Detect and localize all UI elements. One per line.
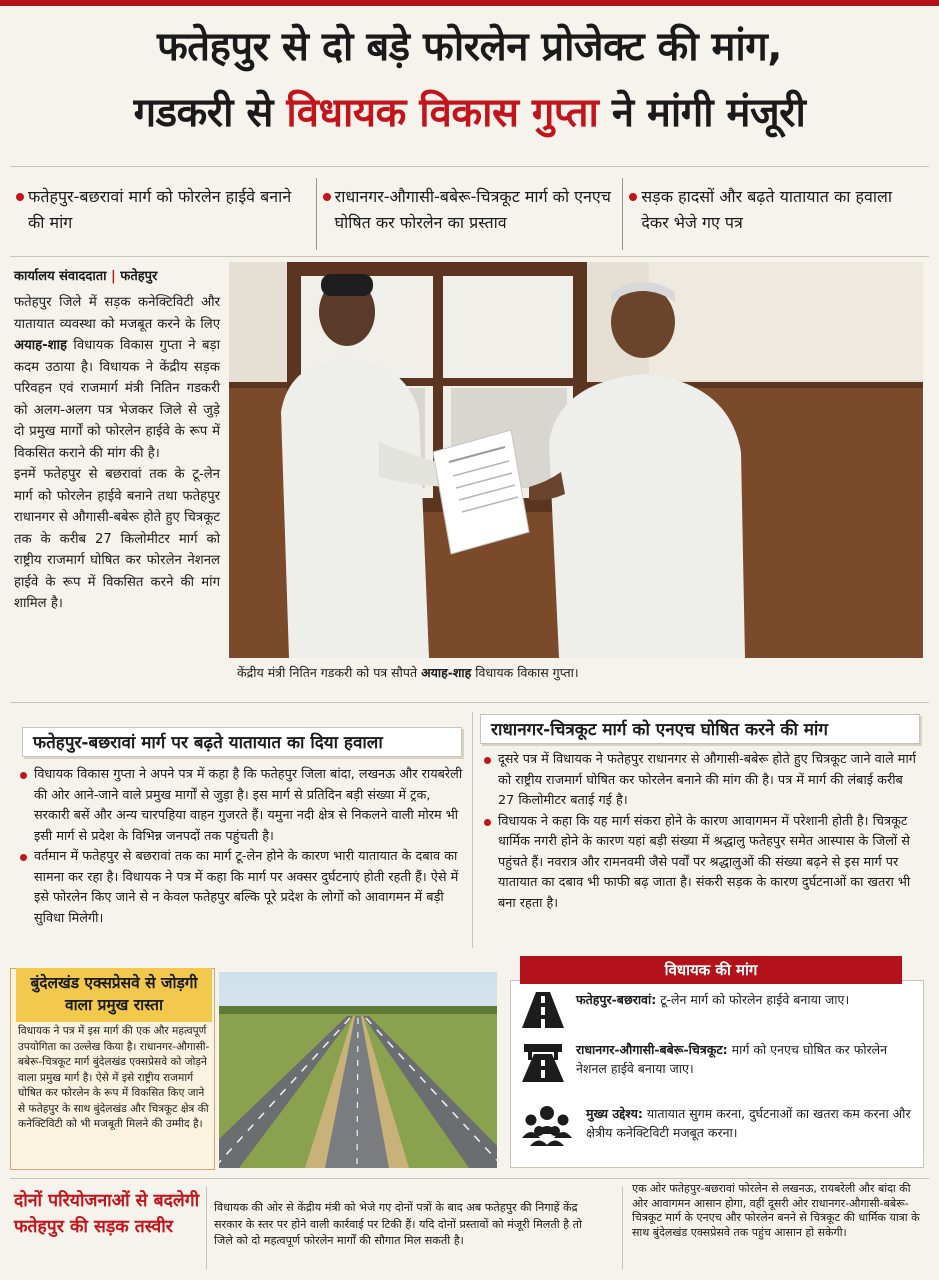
divider	[10, 702, 929, 703]
demand-item	[576, 1040, 916, 1078]
bullet-dot	[484, 757, 491, 764]
section1-body	[18, 765, 466, 929]
demand-text: मार्ग को एनएच घोषित कर फोरलेन नेशनल हाईवे बनाया जाए।	[576, 1042, 888, 1076]
demand-label: मुख्य उद्देश्य:	[586, 1106, 643, 1121]
intro-paragraph: इनमें फतेहपुर से बछरावां तक के टू-लेन मार्ग को फोरलेन हाईवे बनाने तथा फतेहपुर राधानगर से औगासी-बबेरू होते हुए चित्रकूट तक के करीब 27 किलोमीटर मार्ग को राष्ट्रीय राजमार्ग घोषित कर फोरलेन नेशनल हाईवे के रूप में विकसित करने की मांग शामिल है।	[14, 467, 220, 611]
key-point-text: सड़क हादसों और बढ़ते यातायात का हवाला देकर भेजे गए पत्र	[641, 187, 892, 232]
bullet-dot	[20, 772, 27, 779]
key-point-text: राधानगर-औगासी-बबेरू-चित्रकूट मार्ग को एनएच घोषित कर फोरलेन का प्रस्ताव	[334, 187, 611, 232]
text-run: केंद्रीय मंत्री नितिन गडकरी को पत्र सौपते	[237, 665, 422, 680]
people-icon	[520, 1104, 574, 1146]
road-icon	[520, 990, 566, 1030]
column-divider	[206, 1186, 207, 1270]
headline-part: गडकरी से	[133, 90, 287, 136]
intro-paragraph	[14, 292, 220, 464]
text-run-bold: अयाह-शाह	[14, 338, 68, 353]
photo-caption	[237, 664, 579, 681]
list-item	[18, 847, 466, 929]
news-photo	[229, 262, 923, 658]
byline-separator: |	[111, 269, 116, 284]
headline-part: ने मांगी मंजूरी	[598, 90, 806, 136]
byline-location: फतेहपुर	[120, 269, 158, 284]
divider	[10, 166, 929, 167]
list-item-text: विधायक ने कहा कि यह मार्ग संकरा होने के कारण आवागमन में परेशानी होती है। चित्रकूट धार्मिक नगरी होने के कारण यहां बड़ी संख्या में श्रद्धालु फतेहपुर समेत आस्पास के जिलों से पहुंचते हैं। नवरात्र और रामनवमी जैसे पर्वों पर श्रद्धालुओं की संख्या बढ़ने से इस मार्ग पर यातायात का दबाव भी फाफी बढ़ जाता है। संकरी सड़क के कारण दुर्घटनाओं का खतरा भी बना रहता है।	[498, 813, 911, 911]
demands-heading: विधायक की मांग	[520, 956, 902, 984]
top-red-line	[0, 0, 939, 6]
demand-text: यातायात सुगम करना, दुर्घटनाओं का खतरा कम करना और क्षेत्रीय कनेक्टिविटी मजबूत करना।	[586, 1106, 911, 1140]
divider	[10, 256, 929, 257]
highway-icon	[520, 1040, 566, 1084]
headline-line-2	[10, 86, 929, 140]
divider	[10, 1178, 929, 1179]
bundelkhand-title: बुंदेलखंड एक्सप्रेसवे से जोड़गी वाला प्रमुख रास्ता	[16, 968, 212, 1022]
text-run: विधायक विकास गुप्ता ने बड़ा कदम उठाया है। विधायक ने केंद्रीय सड़क परिवहन एवं राजमार्ग मंत्री नितिन गडकरी को अलग-अलग पत्र भेजकर जिले से जुड़े दो प्रमुख मार्गों को फोरलेन हाईवे के रूप में विकसित कराने की मांग की है।	[14, 338, 220, 461]
list-item-text: विधायक विकास गुप्ता ने अपने पत्र में कहा है कि फतेहपुर जिला बांदा, लखनऊ और रायबरेली की ओर आने-जाने वाले प्रमुख मार्गों से जुड़ा है। इस मार्ग से प्रतिदिन बड़ी संख्या में ट्रक, सरकारी बसें और अन्य चारपहिया वाहन गुजरते हैं। यमुना नदी क्षेत्र से निकलने वाली मोरम भी इसी मार्ग से प्रदेश के विभिन्न जनपदों तक पहुंचती है।	[34, 767, 463, 844]
bullet-dot	[484, 819, 491, 826]
demand-text: टू-लेन मार्ग को फोरलेन हाईवे बनाया जाए।	[656, 992, 850, 1007]
bottom-right-text: एक ओर फतेहपुर-बछरावां फोरलेन से लखनऊ, रायबरेली और बांदा की ओर आवागमन आसान होगा, वहीं दूसरी ओर राधानगर-औगासी-बबेरू-चित्रकूट मार्ग के एनएच और फोरलेन बनने से चित्रकूट की धार्मिक यात्रा के साथ बुंदेलखंड एक्सप्रेसवे तक पहुंच आसान हो सकेगी।	[632, 1182, 920, 1239]
column-divider	[472, 712, 473, 948]
headline-highlight: विधायक विकास गुप्ता	[286, 90, 599, 136]
bottom-middle-text: विधायक की ओर से केंद्रीय मंत्री को भेजे गए दोनों पत्रों के बाद अब फतेहपुर की निगाहें केंद्र सरकार के स्तर पर होने वाली कार्रवाई पर टिकी हैं। यदि दोनों प्रस्तावों को मंजूरी मिलती है तो जिले को दो महत्वपूर्ण फोरलेन मार्गों की सौगात मिल सकती है।	[214, 1201, 582, 1247]
bottom-title: दोनों परियोजनाओं से बदलेगी फतेहपुर की सड़क तस्वीर	[14, 1191, 200, 1237]
bundelkhand-text: विधायक ने पत्र में इस मार्ग की एक और महत्वपूर्ण उपयोगिता का उल्लेख किया है। राधानगर-औगासी-बबेरू-चित्रकूट मार्ग बुंदेलखंड एक्सप्रेसवे को जोड़ने वाला प्रमुख मार्ग है। ऐसे में इसे राष्ट्रीय राजमार्ग घोषित कर फोरलेन के रूप में विकसित किए जाने से फतेहपुर के साथ बुंदेलखंड और चित्रकूट क्षेत्र की कनेक्टिविटी को भी मजबूती मिलने की उम्मीद है।	[18, 1025, 210, 1130]
key-point	[317, 178, 624, 250]
demand-label: राधानगर-औगासी-बबेरू-चित्रकूट:	[576, 1042, 728, 1057]
bullet-dot	[323, 193, 331, 201]
byline-reporter: कार्यालय संवाददाता	[14, 269, 107, 284]
bullet-dot	[16, 193, 24, 201]
list-item-text: वर्तमान में फतेहपुर से बछरावां तक का मार्ग टू-लेन होने के कारण भारी यातायात के दबाव का सामना कर रहा है। विधायक ने पत्र में कहा कि मार्ग पर अक्सर दुर्घटनाएं होती रहती हैं। ऐसे में इसे फोरलेन किए जाने से न केवल फतेहपुर बल्कि पूरे प्रदेश के लोगों को आवागमन में बड़ी सुविधा मिलेगी।	[34, 849, 459, 926]
headline-line-1: फतेहपुर से दो बड़े फोरलेन प्रोजेक्ट की मांग,	[156, 24, 783, 70]
text-run: फतेहपुर जिले में सड़क कनेक्टिविटी और यातायात व्यवस्था को मजबूत करने के लिए	[14, 295, 220, 332]
intro-text	[14, 292, 220, 615]
list-item	[18, 765, 466, 847]
bullet-dot	[629, 193, 637, 201]
bullet-dot	[20, 854, 27, 861]
demand-item	[576, 990, 916, 1009]
list-item-text: दूसरे पत्र में विधायक ने फतेहपुर राधानगर से औगासी-बबेरू होते हुए चित्रकूट जाने वाले मार्ग को राष्ट्रीय राजमार्ग घोषित कर फोरलेन बनाने की मांग की है। पत्र में मार्ग की लंबाई करीब 27 किलोमीटर बताई गई है।	[498, 752, 916, 808]
expressway-photo	[219, 972, 497, 1168]
section1-heading: फतेहपुर-बछरावां मार्ग पर बढ़ते यातायात का दिया हवाला	[22, 727, 462, 757]
demand-label: फतेहपुर-बछरावां:	[576, 992, 657, 1007]
key-point	[10, 178, 317, 250]
text-run-bold: अयाह-शाह	[421, 665, 472, 680]
column-divider	[622, 1186, 623, 1270]
key-point	[623, 178, 929, 250]
key-points-bar	[10, 178, 929, 250]
photo-illustration	[229, 262, 923, 658]
key-point-text: फतेहपुर-बछरावां मार्ग को फोरलेन हाईवे बनाने की मांग	[28, 187, 292, 232]
list-item	[482, 750, 920, 812]
demand-item	[586, 1104, 916, 1142]
byline	[14, 266, 157, 284]
text-run: विधायक विकास गुप्ता।	[471, 665, 579, 680]
list-item	[482, 812, 920, 915]
section2-body	[482, 750, 920, 914]
expressway-illustration	[219, 972, 497, 1168]
section2-heading: राधानगर-चित्रकूट मार्ग को एनएच घोषित करने की मांग	[480, 714, 920, 744]
